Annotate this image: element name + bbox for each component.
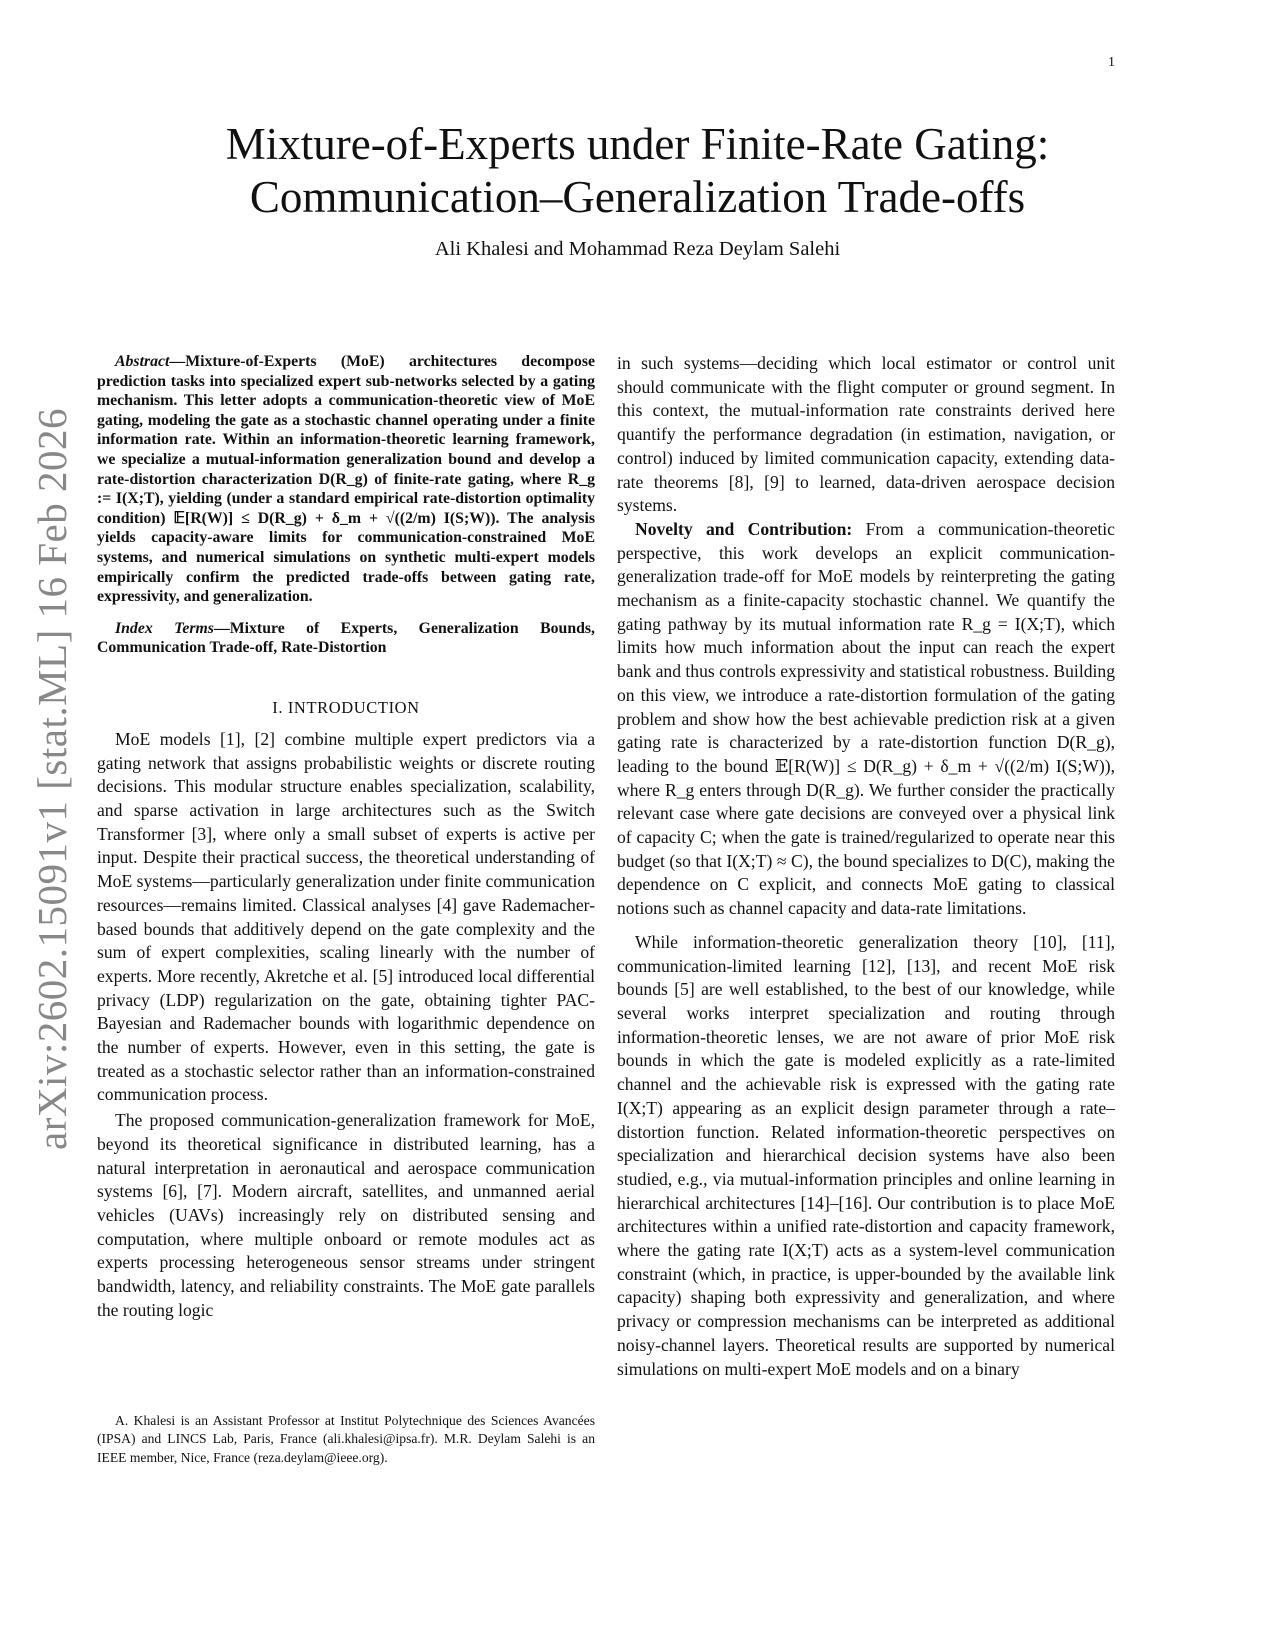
paragraph: in such systems—deciding which local estimator or control unit should communicate with the flight computer or ground segment. In this context, the mutual-information rate constraints derived here quantify the performance degradation (in estimation, navigation, or control) induced by limited communication capacity, extending data-rate theorems [8], [9] to learned, data-driven aerospace decision systems. (617, 353, 1115, 516)
right-column (617, 352, 1115, 1381)
paragraph: MoE models [1], [2] combine multiple expert predictors via a gating network that assigns probabilistic weights or discrete routing decisions. This modular structure enables specialization, scalability, and sparse activation in large architectures such as the Switch Transformer [3], where only a small subset of experts is active per input. Despite their practical success, the theoretical understanding of MoE systems—particularly generalization under finite communication resources—remains limited. Classical analyses [4] gave Rademacher-based bounds that additively depend on the gate complexity and the sum of expert complexities, scaling linearly with the number of experts. More recently, Akretche et al. [5] introduced local differential privacy (LDP) regularization on the gate, obtaining tighter PAC-Bayesian and Rademacher bounds with logarithmic dependence on the number of experts. However, even in this setting, the gate is treated as a stochastic selector rather than an information-constrained communication process. (97, 728, 595, 1105)
paragraph: The proposed communication-generalization framework for MoE, beyond its theoretical significance in distributed learning, has a natural interpretation in aeronautical and aerospace communication systems [6], [7]. Modern aircraft, satellites, and unmanned aerial vehicles (UAVs) increasingly rely on distributed sensing and computation, where multiple onboard or remote modules act as experts processing heterogeneous sensor streams under stringent bandwidth, latency, and reliability constraints. The MoE gate parallels the routing logic (97, 1110, 595, 1320)
authors: Ali Khalesi and Mohammad Reza Deylam Salehi (434, 238, 841, 260)
abstract-label: Abstract (115, 353, 170, 370)
index-terms-label: Index Terms (115, 619, 214, 637)
index-terms-text: —Mixture of Experts, Generalization Bounds, Communication Trade-off, Rate-Distortion (97, 619, 595, 657)
intro-body (97, 728, 595, 1323)
novelty-text: From a communication-theoretic perspective, this work develops an explicit communication-generalization trade-off for MoE models by reinterpreting the gating mechanism as a finite-capacity stochastic channel. We quantify the gating pathway by its mutual information rate R_g = I(X;T), which limits how much information about the input can reach the expert bank and thus controls expressivity and statistical robustness. Building on this view, we introduce a rate-distortion formulation of the gating problem and show how the best achievable prediction risk at a given gating rate is characterized by a rate-distortion function D(R_g), leading to the bound 𝔼[R(W)] ≤ D(R_g) + δ_m + √((2/m) I(S;W)), where R_g enters through D(R_g). We further consider the practically relevant case where gate decisions are conveyed over a physical link of capacity C; when the gate is trained/regularized to operate near this budget (so that I(X;T) ≈ C), the bound specializes to D(C), making the dependence on C explicit, and connects MoE gating to classical notions such as channel capacity and data-rate limitations. (617, 518, 1115, 919)
abstract-text: —Mixture-of-Experts (MoE) architectures decompose prediction tasks into specialized expert sub-networks selected by a gating mechanism. This letter adopts a communication-theoretic view of MoE gating, modeling the gate as a stochastic channel operating under a finite information rate. Within an information-theoretic learning framework, we specialize a mutual-information generalization bound and develop a rate-distortion characterization D(R_g) of finite-rate gating, where R_g := I(X;T), yielding (under a standard empirical rate-distortion optimality condition) 𝔼[R(W)] ≤ D(R_g) + δ_m + √((2/m) I(S;W)). The analysis yields capacity-aware limits for communication-constrained MoE systems, and numerical simulations on synthetic multi-expert models empirically confirm the predicted trade-offs between gating rate, expressivity, and generalization. (97, 353, 595, 606)
abstract (97, 352, 595, 607)
novelty-label: Novelty and Contribution: (635, 518, 853, 539)
left-column (97, 352, 595, 1322)
page-number: 1 (1108, 55, 1115, 70)
title-line-2: Communication–Generalization Trade-offs (249, 172, 1026, 222)
arxiv-stamp: arXiv:2602.15091v1 [stat.ML] 16 Feb 2026 (29, 408, 75, 1150)
paragraph-novelty (617, 518, 1115, 921)
paper-title (0, 118, 1275, 224)
index-terms (97, 619, 595, 658)
paragraph: While information-theoretic generalization theory [10], [11], communication-limited learning [12], [13], and recent MoE risk bounds [5] are well established, to the best of our knowledge, while several works interpret specialization and routing through information-theoretic lenses, we are not aware of prior MoE risk bounds in which the gate is modeled explicitly as a rate-limited channel and the achievable risk is expressed with the gating rate I(X;T) appearing as an explicit design parameter through a rate–distortion function. Related information-theoretic perspectives on specialization and hierarchical decision systems have also been studied, e.g., via mutual-information principles and online learning in hierarchical architectures [14]–[16]. Our contribution is to place MoE architectures within a unified rate-distortion and capacity framework, where the gating rate I(X;T) acts as a system-level communication constraint (which, in practice, is upper-bounded by the available link capacity) shaping both expressivity and generalization, and where privacy or compression mechanisms can be interpreted as additional noisy-channel layers. Theoretical results are supported by numerical simulations on multi-expert MoE models and on a binary (617, 931, 1115, 1379)
footnote: A. Khalesi is an Assistant Professor at Institut Polytechnique des Sciences Avancées (IPSA) and LINCS Lab, Paris, France (ali.khalesi@ipsa.fr). M.R. Deylam Salehi is an IEEE member, Nice, France (reza.deylam@ieee.org). (97, 1413, 595, 1465)
title-line-1: Mixture-of-Experts under Finite-Rate Gating: (225, 119, 1050, 169)
section-heading: I. INTRODUCTION (272, 697, 420, 717)
